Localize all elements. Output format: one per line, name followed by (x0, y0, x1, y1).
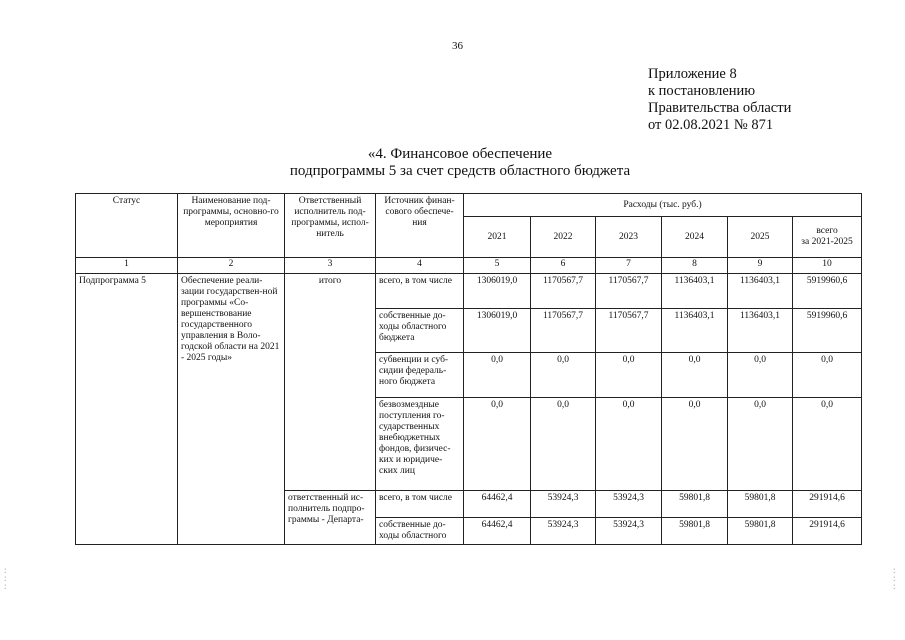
header-total (793, 217, 862, 258)
value-cell: 0,0 (464, 398, 531, 491)
value-cell: 0,0 (793, 353, 862, 398)
appendix-line: Приложение 8 (648, 66, 737, 82)
financing-table (75, 193, 862, 545)
executor-cell: итого (285, 274, 376, 491)
source-cell: всего, в том числе (376, 274, 464, 309)
column-number: 8 (662, 258, 728, 274)
status-cell: Подпрограмма 5 (76, 274, 178, 545)
column-number: 10 (793, 258, 862, 274)
column-number: 1 (76, 258, 178, 274)
header-name: Наименование под-программы, основно-го мероприятия (178, 194, 285, 258)
document-title (240, 146, 680, 180)
value-cell: 1170567,7 (531, 274, 596, 309)
header-executor: Ответственный исполнитель под-программы, испол-нитель (285, 194, 376, 258)
value-cell: 0,0 (728, 353, 793, 398)
source-cell: собственные до-ходы областного (376, 518, 464, 545)
header-year: 2021 (464, 217, 531, 258)
value-cell: 291914,6 (793, 491, 862, 518)
value-cell: 0,0 (531, 398, 596, 491)
column-number: 4 (376, 258, 464, 274)
value-cell: 1170567,7 (596, 309, 662, 353)
header-year: 2023 (596, 217, 662, 258)
value-cell: 64462,4 (464, 518, 531, 545)
value-cell: 1306019,0 (464, 274, 531, 309)
value-cell: 1306019,0 (464, 309, 531, 353)
source-cell: субвенции и суб-сидии федераль-ного бюджета (376, 353, 464, 398)
value-cell: 59801,8 (662, 518, 728, 545)
value-cell: 1170567,7 (596, 274, 662, 309)
title-line: подпрограммы 5 за счет средств областного бюджета (289, 163, 631, 179)
header-status: Статус (76, 194, 178, 258)
value-cell: 59801,8 (728, 491, 793, 518)
value-cell: 53924,3 (596, 491, 662, 518)
page-number: 36 (452, 40, 463, 52)
value-cell: 1136403,1 (728, 309, 793, 353)
column-number: 2 (178, 258, 285, 274)
column-number: 9 (728, 258, 793, 274)
scan-edge-mark-right: : : : (893, 565, 896, 591)
header-row (76, 194, 862, 217)
value-cell: 64462,4 (464, 491, 531, 518)
value-cell: 0,0 (662, 353, 728, 398)
table-row (76, 274, 862, 309)
value-cell: 291914,6 (793, 518, 862, 545)
source-cell: собственные до-ходы областного бюджета (376, 309, 464, 353)
value-cell: 1136403,1 (662, 274, 728, 309)
value-cell: 59801,8 (728, 518, 793, 545)
header-year: 2022 (531, 217, 596, 258)
header-expenses: Расходы (тыс. руб.) (464, 194, 862, 217)
value-cell: 53924,3 (531, 491, 596, 518)
value-cell: 1136403,1 (728, 274, 793, 309)
executor-cell: ответственный ис-полнитель подпро-граммы - Департа- (285, 491, 376, 545)
value-cell: 0,0 (596, 353, 662, 398)
source-cell: всего, в том числе (376, 491, 464, 518)
header-year: 2025 (728, 217, 793, 258)
header-source: Источник финан-сового обеспече-ния (376, 194, 464, 258)
header-total-line: всего (816, 226, 838, 236)
appendix-line: к постановлению (648, 83, 756, 99)
scan-edge-mark-left: : : : (4, 565, 7, 591)
header-total-line: за 2021-2025 (801, 237, 853, 247)
value-cell: 5919960,6 (793, 274, 862, 309)
value-cell: 0,0 (662, 398, 728, 491)
value-cell: 0,0 (531, 353, 596, 398)
value-cell: 0,0 (793, 398, 862, 491)
value-cell: 53924,3 (531, 518, 596, 545)
appendix-line: Правительства области (648, 100, 792, 116)
title-line: «4. Финансовое обеспечение (367, 146, 553, 162)
value-cell: 0,0 (596, 398, 662, 491)
column-number: 7 (596, 258, 662, 274)
value-cell: 0,0 (464, 353, 531, 398)
program-name-cell: Обеспечение реали-зации государствен-ной программы «Со-вершенствование государственного управления в Воло-годской области на 2021 - 2025 годы» (178, 274, 285, 545)
value-cell: 5919960,6 (793, 309, 862, 353)
column-number: 6 (531, 258, 596, 274)
appendix-line: от 02.08.2021 № 871 (648, 117, 774, 133)
value-cell: 0,0 (728, 398, 793, 491)
value-cell: 1170567,7 (531, 309, 596, 353)
source-cell: безвозмездные поступления го-сударственных внебюджетных фондов, физичес-ких и юридиче-ских лиц (376, 398, 464, 491)
appendix-block (648, 66, 791, 134)
column-number: 5 (464, 258, 531, 274)
column-number: 3 (285, 258, 376, 274)
value-cell: 59801,8 (662, 491, 728, 518)
header-year: 2024 (662, 217, 728, 258)
column-number-row (76, 258, 862, 274)
value-cell: 1136403,1 (662, 309, 728, 353)
value-cell: 53924,3 (596, 518, 662, 545)
